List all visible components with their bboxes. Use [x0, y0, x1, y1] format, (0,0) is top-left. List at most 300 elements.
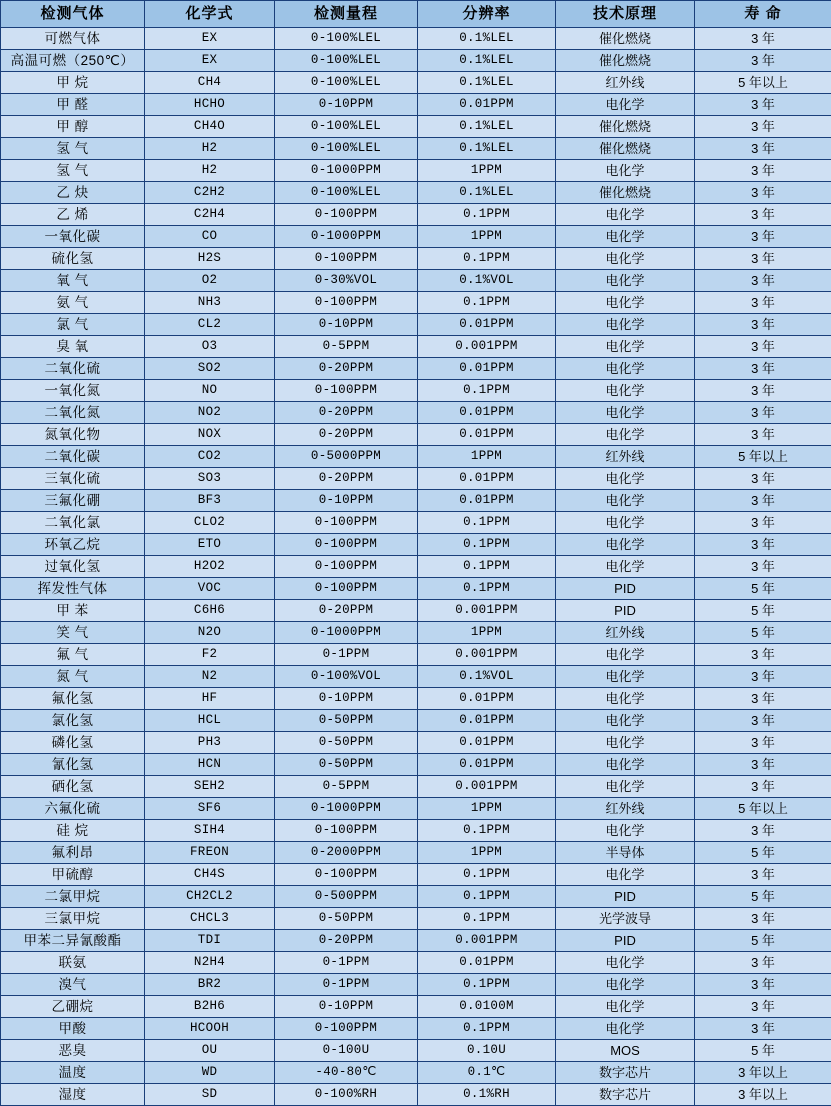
- table-cell: 1PPM: [418, 622, 556, 644]
- table-cell: 半导体: [556, 842, 695, 864]
- table-cell: 0-100PPM: [275, 1018, 418, 1040]
- table-cell: 0-1PPM: [275, 952, 418, 974]
- table-cell: 0-100%LEL: [275, 116, 418, 138]
- table-cell: 硒化氢: [1, 776, 145, 798]
- table-cell: 臭 氧: [1, 336, 145, 358]
- table-cell: CLO2: [145, 512, 275, 534]
- table-row: [1, 226, 831, 248]
- table-cell: 0-50PPM: [275, 710, 418, 732]
- column-header-formula: 化学式: [145, 1, 275, 28]
- table-cell: 0.001PPM: [418, 336, 556, 358]
- table-cell: 0.1PPM: [418, 1018, 556, 1040]
- table-cell: 0-100PPM: [275, 556, 418, 578]
- table-cell: 电化学: [556, 204, 695, 226]
- table-cell: SO2: [145, 358, 275, 380]
- table-cell: 0.1PPM: [418, 512, 556, 534]
- table-cell: 0-20PPM: [275, 402, 418, 424]
- table-cell: 0-5PPM: [275, 776, 418, 798]
- table-cell: 3 年: [695, 226, 831, 248]
- table-cell: 氨 气: [1, 292, 145, 314]
- table-cell: 1PPM: [418, 226, 556, 248]
- table-cell: BR2: [145, 974, 275, 996]
- column-header-lifetime: 寿 命: [695, 1, 831, 28]
- table-cell: 0-50PPM: [275, 732, 418, 754]
- table-cell: NH3: [145, 292, 275, 314]
- table-cell: OU: [145, 1040, 275, 1062]
- table-cell: 3 年: [695, 160, 831, 182]
- table-cell: 0.1%LEL: [418, 116, 556, 138]
- table-cell: 5 年: [695, 886, 831, 908]
- table-cell: 5 年: [695, 622, 831, 644]
- table-cell: 甲酸: [1, 1018, 145, 1040]
- table-cell: 0.1%LEL: [418, 138, 556, 160]
- table-cell: HCL: [145, 710, 275, 732]
- table-cell: H2S: [145, 248, 275, 270]
- table-cell: 3 年: [695, 28, 831, 50]
- table-cell: 0-100%LEL: [275, 182, 418, 204]
- table-cell: SF6: [145, 798, 275, 820]
- table-cell: 二氧化氮: [1, 402, 145, 424]
- table-row: [1, 94, 831, 116]
- table-cell: 氮氧化物: [1, 424, 145, 446]
- table-cell: CL2: [145, 314, 275, 336]
- table-cell: MOS: [556, 1040, 695, 1062]
- table-cell: CH4: [145, 72, 275, 94]
- table-cell: TDI: [145, 930, 275, 952]
- table-row: [1, 556, 831, 578]
- table-cell: 电化学: [556, 270, 695, 292]
- table-row: [1, 292, 831, 314]
- table-row: [1, 974, 831, 996]
- table-cell: 0.1℃: [418, 1062, 556, 1084]
- table-cell: 光学波导: [556, 908, 695, 930]
- table-cell: H2: [145, 160, 275, 182]
- table-cell: CH4O: [145, 116, 275, 138]
- table-cell: 红外线: [556, 798, 695, 820]
- table-cell: 3 年: [695, 864, 831, 886]
- table-cell: 0-10PPM: [275, 996, 418, 1018]
- table-cell: 0.1%LEL: [418, 72, 556, 94]
- table-cell: C2H2: [145, 182, 275, 204]
- table-cell: 3 年: [695, 424, 831, 446]
- table-cell: 3 年: [695, 710, 831, 732]
- table-cell: 0-50PPM: [275, 908, 418, 930]
- table-cell: 0-20PPM: [275, 930, 418, 952]
- table-cell: 氢 气: [1, 160, 145, 182]
- table-cell: 电化学: [556, 160, 695, 182]
- table-cell: 0.1PPM: [418, 380, 556, 402]
- table-cell: 3 年: [695, 996, 831, 1018]
- table-cell: 温度: [1, 1062, 145, 1084]
- table-cell: 电化学: [556, 996, 695, 1018]
- table-cell: 电化学: [556, 710, 695, 732]
- table-cell: 电化学: [556, 248, 695, 270]
- table-cell: CH4S: [145, 864, 275, 886]
- table-cell: 0.1PPM: [418, 556, 556, 578]
- table-cell: 3 年: [695, 336, 831, 358]
- table-row: [1, 512, 831, 534]
- table-row: [1, 952, 831, 974]
- table-cell: 过氧化氢: [1, 556, 145, 578]
- table-cell: 氯化氢: [1, 710, 145, 732]
- table-cell: 0-30%VOL: [275, 270, 418, 292]
- table-row: [1, 204, 831, 226]
- table-cell: 0-20PPM: [275, 358, 418, 380]
- table-cell: 三氯甲烷: [1, 908, 145, 930]
- table-cell: HCOOH: [145, 1018, 275, 1040]
- table-cell: 氢 气: [1, 138, 145, 160]
- table-cell: 0-100%LEL: [275, 28, 418, 50]
- table-cell: SEH2: [145, 776, 275, 798]
- table-cell: 0.01PPM: [418, 358, 556, 380]
- table-row: [1, 358, 831, 380]
- table-cell: 电化学: [556, 402, 695, 424]
- table-cell: 催化燃烧: [556, 138, 695, 160]
- table-cell: 三氟化硼: [1, 490, 145, 512]
- table-cell: 0.10U: [418, 1040, 556, 1062]
- table-cell: 三氧化硫: [1, 468, 145, 490]
- table-cell: 3 年: [695, 776, 831, 798]
- table-cell: NO: [145, 380, 275, 402]
- table-cell: 0.1PPM: [418, 204, 556, 226]
- table-cell: 催化燃烧: [556, 28, 695, 50]
- table-cell: 乙硼烷: [1, 996, 145, 1018]
- table-cell: 0.01PPM: [418, 754, 556, 776]
- table-row: [1, 886, 831, 908]
- table-cell: 一氧化氮: [1, 380, 145, 402]
- table-cell: 0-1000PPM: [275, 798, 418, 820]
- table-cell: 可燃气体: [1, 28, 145, 50]
- table-cell: 电化学: [556, 776, 695, 798]
- table-cell: 0.01PPM: [418, 688, 556, 710]
- table-cell: 0.01PPM: [418, 490, 556, 512]
- header-row: [1, 1, 831, 28]
- table-cell: 0.001PPM: [418, 776, 556, 798]
- table-cell: 1PPM: [418, 842, 556, 864]
- table-cell: 电化学: [556, 490, 695, 512]
- table-row: [1, 1018, 831, 1040]
- table-cell: 催化燃烧: [556, 50, 695, 72]
- table-cell: 3 年: [695, 292, 831, 314]
- table-cell: 电化学: [556, 534, 695, 556]
- table-cell: 3 年: [695, 138, 831, 160]
- table-cell: 0-100PPM: [275, 534, 418, 556]
- table-cell: 恶臭: [1, 1040, 145, 1062]
- table-cell: 电化学: [556, 1018, 695, 1040]
- table-cell: 3 年: [695, 732, 831, 754]
- table-cell: 氯 气: [1, 314, 145, 336]
- table-cell: PID: [556, 600, 695, 622]
- table-cell: 5 年: [695, 930, 831, 952]
- table-row: [1, 468, 831, 490]
- table-row: [1, 424, 831, 446]
- table-cell: 3 年: [695, 358, 831, 380]
- table-cell: 联氨: [1, 952, 145, 974]
- table-cell: N2O: [145, 622, 275, 644]
- table-row: [1, 270, 831, 292]
- table-cell: CHCL3: [145, 908, 275, 930]
- table-cell: 0-100PPM: [275, 820, 418, 842]
- table-cell: 0.01PPM: [418, 952, 556, 974]
- table-row: [1, 578, 831, 600]
- table-cell: PH3: [145, 732, 275, 754]
- table-cell: 0-10PPM: [275, 490, 418, 512]
- table-cell: 六氟化硫: [1, 798, 145, 820]
- table-cell: CH2CL2: [145, 886, 275, 908]
- table-cell: 甲 烷: [1, 72, 145, 94]
- table-cell: BF3: [145, 490, 275, 512]
- table-row: [1, 842, 831, 864]
- table-cell: 高温可燃（250℃）: [1, 50, 145, 72]
- table-cell: 0-500PPM: [275, 886, 418, 908]
- table-cell: 电化学: [556, 864, 695, 886]
- table-row: [1, 248, 831, 270]
- table-row: [1, 864, 831, 886]
- table-cell: 3 年: [695, 270, 831, 292]
- table-cell: 0.1%VOL: [418, 666, 556, 688]
- table-row: [1, 798, 831, 820]
- table-cell: 5 年以上: [695, 72, 831, 94]
- table-cell: 电化学: [556, 556, 695, 578]
- table-cell: 红外线: [556, 72, 695, 94]
- table-row: [1, 446, 831, 468]
- table-cell: 电化学: [556, 644, 695, 666]
- table-cell: 甲苯二异氰酸酯: [1, 930, 145, 952]
- table-cell: EX: [145, 28, 275, 50]
- table-cell: 3 年: [695, 534, 831, 556]
- table-cell: 红外线: [556, 446, 695, 468]
- table-cell: 0.01PPM: [418, 424, 556, 446]
- table-cell: PID: [556, 930, 695, 952]
- table-cell: 湿度: [1, 1084, 145, 1106]
- table-row: [1, 930, 831, 952]
- table-cell: 5 年: [695, 600, 831, 622]
- table-cell: 数字芯片: [556, 1062, 695, 1084]
- table-row: [1, 908, 831, 930]
- table-cell: 0-100%RH: [275, 1084, 418, 1106]
- table-row: [1, 1084, 831, 1106]
- table-cell: 电化学: [556, 226, 695, 248]
- table-cell: 0-100PPM: [275, 380, 418, 402]
- table-row: [1, 402, 831, 424]
- table-row: [1, 138, 831, 160]
- table-row: [1, 380, 831, 402]
- table-cell: FREON: [145, 842, 275, 864]
- table-cell: 0-2000PPM: [275, 842, 418, 864]
- table-cell: 0.1%VOL: [418, 270, 556, 292]
- table-row: [1, 160, 831, 182]
- table-cell: EX: [145, 50, 275, 72]
- table-cell: SO3: [145, 468, 275, 490]
- table-cell: 3 年以上: [695, 1062, 831, 1084]
- table-cell: 电化学: [556, 314, 695, 336]
- table-cell: 环氧乙烷: [1, 534, 145, 556]
- table-cell: 3 年: [695, 402, 831, 424]
- table-cell: 甲 苯: [1, 600, 145, 622]
- table-row: [1, 534, 831, 556]
- table-cell: CO2: [145, 446, 275, 468]
- table-cell: 0.1PPM: [418, 974, 556, 996]
- table-cell: 氟化氢: [1, 688, 145, 710]
- table-cell: 硅 烷: [1, 820, 145, 842]
- table-cell: 0-1PPM: [275, 974, 418, 996]
- table-row: [1, 688, 831, 710]
- table-cell: 3 年: [695, 666, 831, 688]
- table-cell: 3 年以上: [695, 1084, 831, 1106]
- table-cell: 电化学: [556, 424, 695, 446]
- table-cell: 0.01PPM: [418, 94, 556, 116]
- table-cell: 0.1PPM: [418, 534, 556, 556]
- table-cell: N2H4: [145, 952, 275, 974]
- table-cell: 氧 气: [1, 270, 145, 292]
- table-cell: 0.1PPM: [418, 908, 556, 930]
- table-cell: 0.01PPM: [418, 402, 556, 424]
- table-row: [1, 116, 831, 138]
- table-row: [1, 314, 831, 336]
- table-cell: 0-100PPM: [275, 864, 418, 886]
- table-cell: 电化学: [556, 336, 695, 358]
- table-row: [1, 754, 831, 776]
- table-row: [1, 50, 831, 72]
- table-row: [1, 182, 831, 204]
- table-cell: 电化学: [556, 512, 695, 534]
- table-cell: 硫化氢: [1, 248, 145, 270]
- table-cell: 乙 炔: [1, 182, 145, 204]
- table-cell: 0.0100M: [418, 996, 556, 1018]
- table-cell: 0-10PPM: [275, 94, 418, 116]
- table-body: [1, 28, 831, 1106]
- table-cell: 3 年: [695, 556, 831, 578]
- table-cell: 二氧化硫: [1, 358, 145, 380]
- column-header-gas: 检测气体: [1, 1, 145, 28]
- table-cell: 0.01PPM: [418, 732, 556, 754]
- table-cell: -40-80℃: [275, 1062, 418, 1084]
- table-row: [1, 820, 831, 842]
- table-row: [1, 732, 831, 754]
- table-cell: 二氧化碳: [1, 446, 145, 468]
- table-cell: 5 年: [695, 578, 831, 600]
- table-cell: 0.01PPM: [418, 314, 556, 336]
- table-cell: 3 年: [695, 314, 831, 336]
- table-row: [1, 666, 831, 688]
- table-cell: 0.001PPM: [418, 930, 556, 952]
- column-header-principle: 技术原理: [556, 1, 695, 28]
- table-cell: 0.001PPM: [418, 644, 556, 666]
- table-cell: 0.1PPM: [418, 864, 556, 886]
- table-cell: C6H6: [145, 600, 275, 622]
- table-row: [1, 336, 831, 358]
- table-cell: 0-1PPM: [275, 644, 418, 666]
- table-cell: 3 年: [695, 182, 831, 204]
- table-cell: 0-100PPM: [275, 292, 418, 314]
- table-cell: 0.001PPM: [418, 600, 556, 622]
- table-cell: 氟利昂: [1, 842, 145, 864]
- table-cell: O3: [145, 336, 275, 358]
- table-cell: 3 年: [695, 50, 831, 72]
- table-cell: 0-100%LEL: [275, 72, 418, 94]
- table-cell: 0-5000PPM: [275, 446, 418, 468]
- table-cell: 电化学: [556, 732, 695, 754]
- table-cell: 0-100%VOL: [275, 666, 418, 688]
- table-cell: 5 年: [695, 1040, 831, 1062]
- table-cell: B2H6: [145, 996, 275, 1018]
- table-cell: 电化学: [556, 820, 695, 842]
- table-cell: 0.01PPM: [418, 468, 556, 490]
- table-cell: CO: [145, 226, 275, 248]
- table-cell: 一氧化碳: [1, 226, 145, 248]
- table-cell: 3 年: [695, 490, 831, 512]
- table-cell: 0.1%RH: [418, 1084, 556, 1106]
- table-cell: 3 年: [695, 248, 831, 270]
- table-cell: 电化学: [556, 292, 695, 314]
- table-row: [1, 644, 831, 666]
- table-cell: 1PPM: [418, 446, 556, 468]
- table-cell: 磷化氢: [1, 732, 145, 754]
- table-cell: 3 年: [695, 952, 831, 974]
- table-cell: 0-20PPM: [275, 468, 418, 490]
- table-cell: 3 年: [695, 974, 831, 996]
- table-row: [1, 600, 831, 622]
- table-cell: 3 年: [695, 820, 831, 842]
- table-cell: 电化学: [556, 358, 695, 380]
- table-cell: HCN: [145, 754, 275, 776]
- table-cell: 0.01PPM: [418, 710, 556, 732]
- table-cell: 0.1%LEL: [418, 50, 556, 72]
- table-cell: 0-100PPM: [275, 204, 418, 226]
- table-cell: 3 年: [695, 94, 831, 116]
- table-cell: 0-10PPM: [275, 688, 418, 710]
- table-cell: 0.1PPM: [418, 578, 556, 600]
- table-row: [1, 710, 831, 732]
- table-row: [1, 1062, 831, 1084]
- table-cell: 0.1PPM: [418, 820, 556, 842]
- table-cell: 数字芯片: [556, 1084, 695, 1106]
- table-cell: 0-5PPM: [275, 336, 418, 358]
- table-cell: 0.1PPM: [418, 886, 556, 908]
- table-cell: 电化学: [556, 380, 695, 402]
- table-cell: 电化学: [556, 974, 695, 996]
- table-cell: 0-100PPM: [275, 578, 418, 600]
- table-cell: WD: [145, 1062, 275, 1084]
- column-header-resolution: 分辨率: [418, 1, 556, 28]
- table-cell: 3 年: [695, 116, 831, 138]
- table-cell: 5 年: [695, 842, 831, 864]
- table-cell: 二氧化氯: [1, 512, 145, 534]
- table-cell: 3 年: [695, 1018, 831, 1040]
- table-cell: 0.1%LEL: [418, 28, 556, 50]
- table-cell: 电化学: [556, 468, 695, 490]
- table-cell: 0.1PPM: [418, 248, 556, 270]
- table-cell: 红外线: [556, 622, 695, 644]
- table-cell: 0-20PPM: [275, 600, 418, 622]
- table-cell: 笑 气: [1, 622, 145, 644]
- table-row: [1, 776, 831, 798]
- table-cell: 电化学: [556, 666, 695, 688]
- table-cell: H2: [145, 138, 275, 160]
- table-cell: 氟 气: [1, 644, 145, 666]
- table-cell: ETO: [145, 534, 275, 556]
- table-cell: 0-100%LEL: [275, 50, 418, 72]
- table-cell: PID: [556, 578, 695, 600]
- table-cell: 0-50PPM: [275, 754, 418, 776]
- table-cell: 0-100PPM: [275, 512, 418, 534]
- table-cell: 0-1000PPM: [275, 160, 418, 182]
- table-cell: 0.1PPM: [418, 292, 556, 314]
- table-cell: NOX: [145, 424, 275, 446]
- table-cell: 0.1%LEL: [418, 182, 556, 204]
- table-row: [1, 1040, 831, 1062]
- table-cell: O2: [145, 270, 275, 292]
